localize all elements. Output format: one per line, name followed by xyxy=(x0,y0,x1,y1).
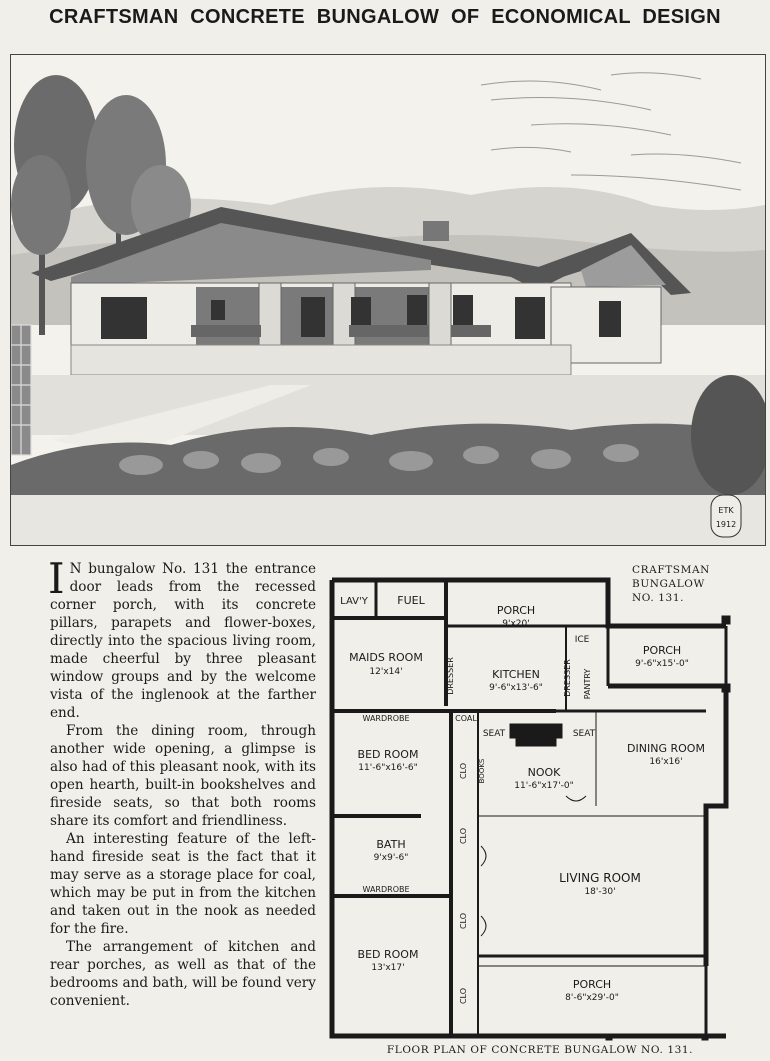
plan-label-line-1: CRAFTSMAN xyxy=(632,564,710,576)
svg-text:ETK: ETK xyxy=(718,506,734,515)
svg-text:BED ROOM: BED ROOM xyxy=(357,748,419,761)
floor-plan xyxy=(326,566,770,1044)
svg-text:CLO: CLO xyxy=(459,912,468,930)
svg-text:9'x20': 9'x20' xyxy=(502,619,530,629)
svg-text:LIVING ROOM: LIVING ROOM xyxy=(559,871,641,885)
svg-text:9'-6"x13'-6": 9'-6"x13'-6" xyxy=(489,683,543,693)
page-title: CRAFTSMAN CONCRETE BUNGALOW OF ECONOMICAL DESIGN xyxy=(49,6,721,28)
article-paragraph-4: The arrangement of kitchen and rear porches, as well as that of the bedrooms and bath, will be found very convenient. xyxy=(50,939,316,1009)
svg-text:CLO: CLO xyxy=(459,827,468,845)
svg-text:CLO: CLO xyxy=(459,762,468,780)
svg-text:BED ROOM: BED ROOM xyxy=(357,948,419,961)
svg-text:18'-30': 18'-30' xyxy=(584,887,616,897)
svg-text:11'-6"x17'-0": 11'-6"x17'-0" xyxy=(514,781,574,791)
trellis xyxy=(11,325,31,455)
plan-label-line-3: NO. 131. xyxy=(632,592,685,604)
svg-text:PORCH: PORCH xyxy=(496,604,536,617)
svg-text:BOOKS: BOOKS xyxy=(478,758,486,784)
svg-text:8'-6"x29'-0": 8'-6"x29'-0" xyxy=(565,993,619,1003)
svg-text:COAL: COAL xyxy=(455,714,477,723)
svg-text:11'-6"x16'-6": 11'-6"x16'-6" xyxy=(358,763,418,773)
plan-label-line-2: BUNGALOW xyxy=(632,578,705,590)
svg-text:FUEL: FUEL xyxy=(397,594,425,607)
svg-text:DRESSER: DRESSER xyxy=(563,659,572,697)
svg-text:DRESSER: DRESSER xyxy=(446,657,455,695)
sky-hatching xyxy=(481,73,741,190)
svg-text:MAIDS ROOM: MAIDS ROOM xyxy=(349,651,423,664)
svg-text:WARDROBE: WARDROBE xyxy=(362,885,410,894)
svg-text:9'x9'-6": 9'x9'-6" xyxy=(373,853,409,863)
floor-plan-caption: FLOOR PLAN OF CONCRETE BUNGALOW NO. 131. xyxy=(386,1044,694,1056)
svg-text:9'-6"x15'-0": 9'-6"x15'-0" xyxy=(635,659,689,669)
svg-text:ICE: ICE xyxy=(574,635,590,645)
svg-text:BATH: BATH xyxy=(376,838,406,851)
floor-plan-drawing xyxy=(326,566,770,1044)
article-paragraph-1: I N bungalow No. 131 the entrance door leads from the recessed corner porch, with its concrete pillars, parapets and flower-boxes, directly into the spacious living room, made cheerful by three pleasant window groups and by the welcome vista of the inglenook at the farther end. xyxy=(48,554,316,721)
article-paragraph-2: From the dining room, through another wide opening, a glimpse is also had of this pleasant nook, with its open hearth, built-in bookshelves and fireside seats, so that both rooms share its comfort and friendliness. xyxy=(50,723,316,829)
svg-text:CLO: CLO xyxy=(459,987,468,1005)
svg-text:WARDROBE: WARDROBE xyxy=(362,714,410,723)
article-body xyxy=(48,554,316,1010)
svg-text:DINING ROOM: DINING ROOM xyxy=(627,742,705,755)
svg-text:SEAT: SEAT xyxy=(572,729,596,739)
svg-text:PORCH: PORCH xyxy=(642,644,682,657)
svg-text:LAV'Y: LAV'Y xyxy=(340,596,368,607)
svg-text:13'x17': 13'x17' xyxy=(371,963,405,973)
drop-cap: I xyxy=(48,554,65,603)
svg-text:PORCH: PORCH xyxy=(572,978,612,991)
svg-text:PANTRY: PANTRY xyxy=(583,668,592,700)
svg-text:NOOK: NOOK xyxy=(527,766,561,779)
artist-mark xyxy=(711,495,741,537)
svg-text:KITCHEN: KITCHEN xyxy=(492,668,540,681)
article-paragraph-3: An interesting feature of the left-hand fireside seat is the fact that it may serve as a storage place for coal, which may be put in from the kitchen and taken out in the nook as needed for the fire. xyxy=(50,831,316,937)
svg-text:SEAT: SEAT xyxy=(482,729,506,739)
svg-text:12'x14': 12'x14' xyxy=(369,667,403,677)
svg-text:16'x16': 16'x16' xyxy=(649,757,683,767)
bungalow-drawing xyxy=(11,55,765,545)
bungalow-illustration xyxy=(10,54,766,546)
svg-text:1912: 1912 xyxy=(715,520,737,529)
